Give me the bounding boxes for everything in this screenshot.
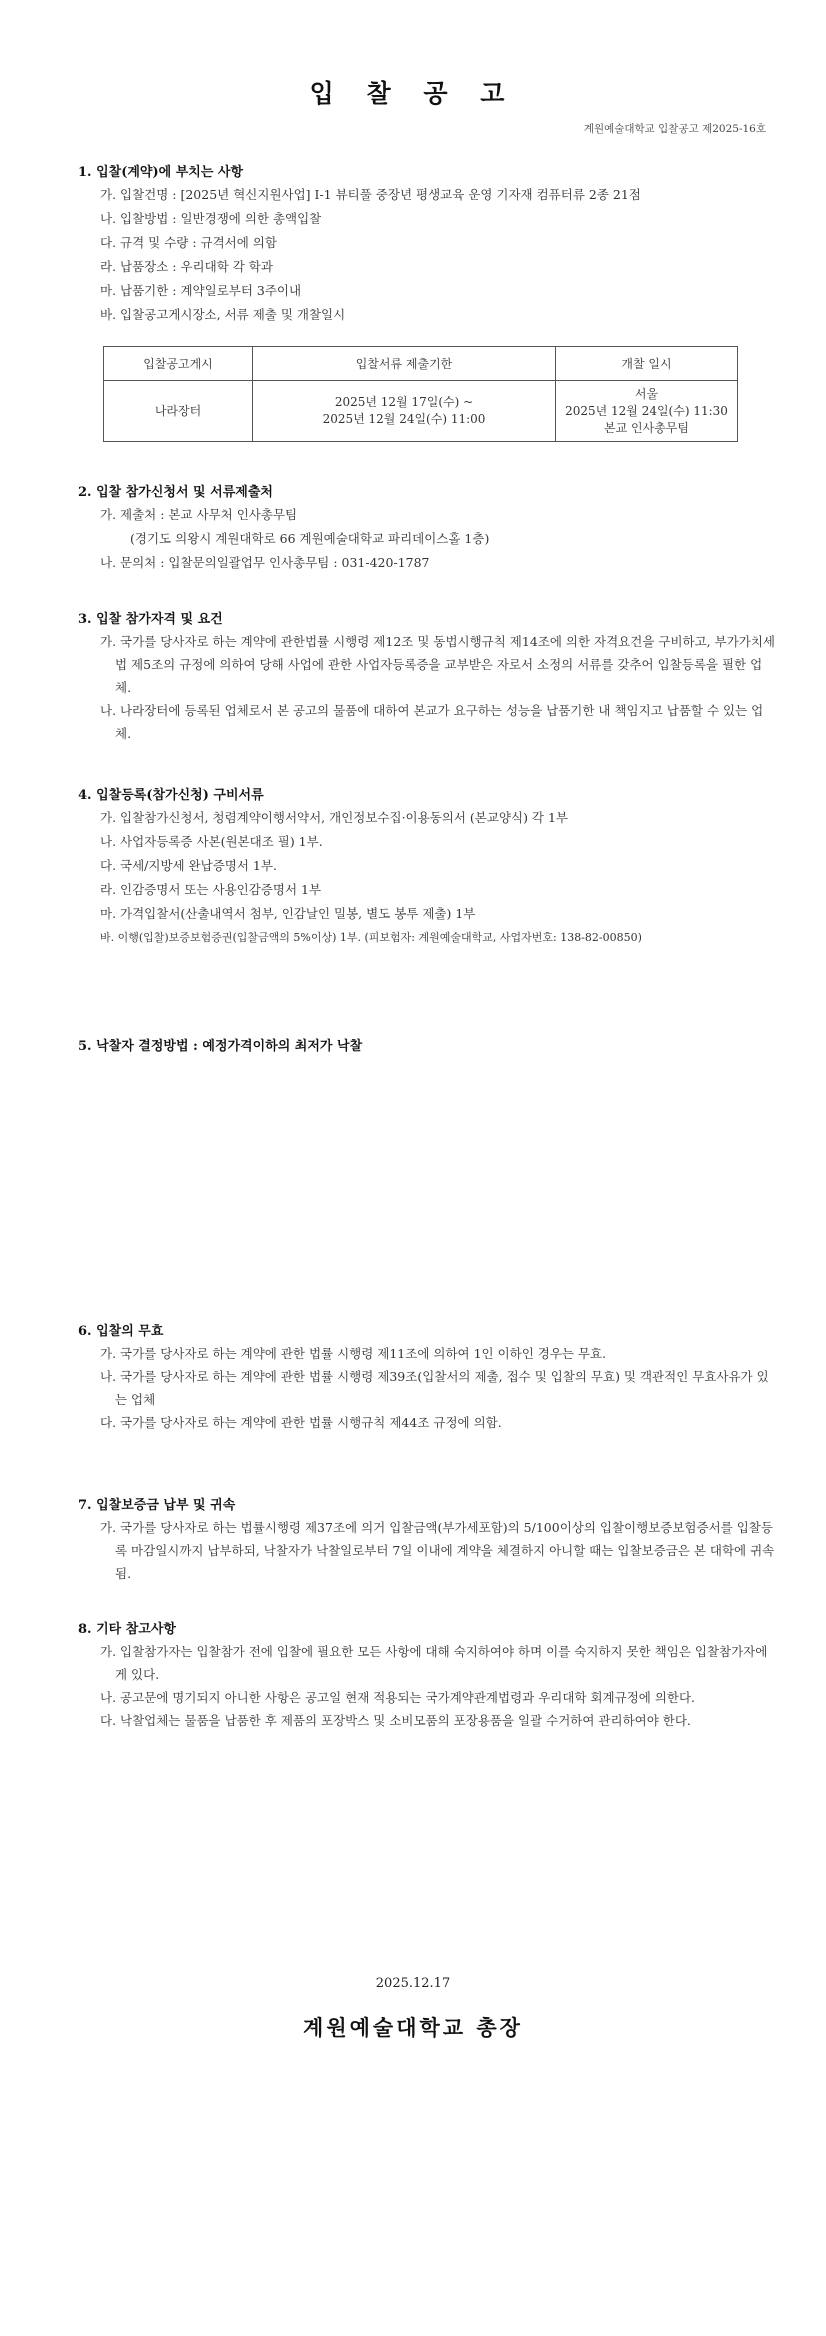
section-heading: 3. 입찰 참가자격 및 요건 (78, 612, 223, 627)
table-cell (104, 381, 253, 442)
list-item: 가. 입찰건명 : [2025년 혁신지원사업] I-1 뷰티풀 중장년 평생교육 운영 기자재 컴퓨터류 2종 21점 (100, 187, 641, 202)
list-item: 가. 입찰참가신청서, 청렴계약이행서약서, 개인정보수집·이용동의서 (본교양식) 각 1부 (100, 810, 568, 825)
list-item: 바. 입찰공고게시장소, 서류 제출 및 개찰일시 (100, 307, 346, 322)
list-item: 나. 공고문에 명기되지 아니한 사항은 공고일 현재 적용되는 국가계약관계법령과 우리대학 회계규정에 의한다. (100, 1690, 696, 1705)
list-item: 나. 나라장터에 등록된 업체로서 본 공고의 물품에 대하여 본교가 요구하는 성능을 납품기한 내 책임지고 납품할 수 있는 업체. (100, 703, 764, 741)
table-header-cell: 입찰서류 제출기한 (253, 347, 556, 381)
section-award-method (78, 1037, 778, 1057)
list-item: 라. 인감증명서 또는 사용인감증명서 1부 (100, 882, 322, 897)
table-header-cell: 입찰공고게시 (104, 347, 253, 381)
table-cell (556, 381, 738, 442)
table-header-cell: 개찰 일시 (556, 347, 738, 381)
section-bid-items (78, 163, 778, 327)
list-item: 나. 국가를 당사자로 하는 계약에 관한 법률 시행령 제39조(입찰서의 제출, 접수 및 입찰의 무효) 및 객관적인 무효사유가 있는 업체 (100, 1369, 769, 1407)
table-header-row (104, 347, 738, 381)
list-item: 나. 입찰방법 : 일반경쟁에 의한 총액입찰 (100, 211, 322, 226)
list-item: 다. 낙찰업체는 물품을 납품한 후 제품의 포장박스 및 소비모품의 포장용품을 일괄 수거하여 관리하여야 한다. (100, 1713, 691, 1728)
list-item: 가. 국가를 당사자로 하는 계약에 관한법률 시행령 제12조 및 동법시행규칙 제14조에 의한 자격요건을 구비하고, 부가가치세법 제5조의 규정에 의하여 당해 사업에 관한 사업자등록증을 교부받은 자로서 소정의 서류를 갖추어 입찰등록을 필한 업체. (100, 634, 775, 695)
list-item: 가. 국가를 당사자로 하는 계약에 관한 법률 시행령 제11조에 의하여 1인 이하인 경우는 무효. (100, 1346, 607, 1361)
document-number: 계원예술대학교 입찰공고 제2025-16호 (583, 123, 766, 135)
schedule-table (103, 346, 738, 442)
table-cell (253, 381, 556, 442)
section-submission (78, 483, 778, 575)
opening-place: 본교 인사총무팀 (604, 420, 689, 435)
list-item: 다. 규격 및 수량 : 규격서에 의함 (100, 235, 277, 250)
list-item: (경기도 의왕시 계원대학로 66 계원예술대학교 파리데이스홀 1층) (130, 531, 490, 546)
section-heading: 7. 입찰보증금 납부 및 귀속 (78, 1498, 236, 1513)
list-item: 바. 이행(입찰)보증보험증권(입찰금액의 5%이상) 1부. (피보험자: 계원예술대학교, 사업자번호: 138-82-00850) (100, 931, 642, 944)
list-item: 가. 입찰참가자는 입찰참가 전에 입찰에 필요한 모든 사항에 대해 숙지하여야 하며 이를 숙지하지 못한 책임은 입찰참가자에게 있다. (100, 1644, 768, 1682)
section-bid-bond (78, 1496, 778, 1585)
signer-name: 계원예술대학교 총장 (303, 2015, 523, 2040)
list-item: 나. 사업자등록증 사본(원본대조 필) 1부. (100, 834, 323, 849)
section-heading: 2. 입찰 참가신청서 및 서류제출처 (78, 485, 273, 500)
list-item: 다. 국가를 당사자로 하는 계약에 관한 법률 시행규칙 제44조 규정에 의함. (100, 1415, 502, 1430)
section-heading: 4. 입찰등록(참가신청) 구비서류 (78, 788, 264, 803)
list-item: 마. 납품기한 : 계약일로부터 3주이내 (100, 283, 302, 298)
list-item: 다. 국세/지방세 완납증명서 1부. (100, 858, 277, 873)
section-required-documents (78, 786, 778, 950)
bid-board: 나라장터 (154, 403, 202, 418)
opening-region: 서울 (634, 386, 659, 401)
section-heading: 6. 입찰의 무효 (78, 1324, 164, 1339)
section-eligibility (78, 610, 778, 745)
list-item: 가. 국가를 당사자로 하는 법률시행령 제37조에 의거 입찰금액(부가세포함)의 5/100이상의 입찰이행보증보험증서를 입찰등록 마감일시까지 납부하되, 낙찰자가 낙찰일로부터 7일 이내에 계약을 체결하지 아니할 때는 입찰보증금은 본 대학에 귀속됨. (100, 1520, 775, 1581)
deadline-end: 2025년 12월 24일(수) 11:00 (322, 412, 486, 426)
list-item: 나. 문의처 : 입찰문의일괄업무 인사총무팀 : 031-420-1787 (100, 555, 430, 570)
section-invalid-bids (78, 1322, 778, 1434)
section-heading: 5. 낙찰자 결정방법 : 예정가격이하의 최저가 낙찰 (78, 1039, 363, 1054)
table-row (104, 381, 738, 442)
opening-datetime: 2025년 12월 24일(수) 11:30 (565, 403, 728, 418)
notice-date: 2025.12.17 (375, 1976, 451, 1991)
section-heading: 8. 기타 참고사항 (78, 1622, 176, 1637)
section-other-notes (78, 1620, 778, 1732)
list-item: 라. 납품장소 : 우리대학 각 학과 (100, 259, 273, 274)
section-heading: 1. 입찰(계약)에 부치는 사항 (78, 165, 244, 180)
list-item: 가. 제출처 : 본교 사무처 인사총무팀 (100, 507, 298, 522)
page-title: 입 찰 공 고 (309, 79, 517, 108)
deadline-start: 2025년 12월 17일(수) ~ (334, 395, 474, 409)
list-item: 마. 가격입찰서(산출내역서 첨부, 인감날인 밀봉, 별도 봉투 제출) 1부 (100, 906, 476, 921)
